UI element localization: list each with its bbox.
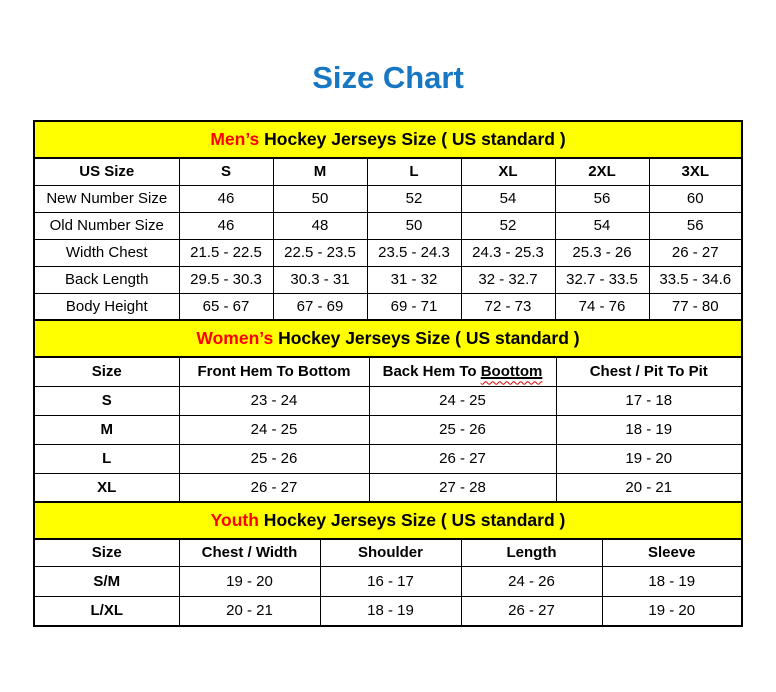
mens-cell: 32 - 32.7 [461, 266, 555, 293]
mens-cell: 24.3 - 25.3 [461, 239, 555, 266]
womens-col-header: Front Hem To Bottom [179, 357, 369, 386]
mens-cell: 65 - 67 [179, 293, 273, 320]
mens-col-header: 2XL [555, 158, 649, 185]
womens-cell: 17 - 18 [556, 386, 742, 415]
mens-cell: 67 - 69 [273, 293, 367, 320]
mens-col-header: L [367, 158, 461, 185]
womens-row-label: L [34, 444, 179, 473]
womens-banner-row [34, 320, 742, 357]
table-row [34, 386, 742, 415]
mens-cell: 56 [555, 185, 649, 212]
womens-row-label: M [34, 415, 179, 444]
youth-size-table [33, 501, 743, 627]
table-row [34, 266, 742, 293]
mens-cell: 33.5 - 34.6 [649, 266, 742, 293]
mens-row-label: Body Height [34, 293, 179, 320]
youth-cell: 20 - 21 [179, 596, 320, 626]
womens-row-label: XL [34, 473, 179, 502]
mens-cell: 30.3 - 31 [273, 266, 367, 293]
mens-banner [34, 121, 742, 158]
mens-cell: 52 [367, 185, 461, 212]
mens-cell: 60 [649, 185, 742, 212]
youth-banner [34, 502, 742, 539]
mens-cell: 52 [461, 212, 555, 239]
womens-cell: 26 - 27 [369, 444, 556, 473]
youth-banner-highlight: Youth [210, 510, 259, 530]
mens-col-header: S [179, 158, 273, 185]
spellcheck-squiggle: Boottom [480, 363, 543, 381]
table-row [34, 239, 742, 266]
mens-col-header: XL [461, 158, 555, 185]
youth-cell: 18 - 19 [320, 596, 461, 626]
womens-row-label: S [34, 386, 179, 415]
mens-cell: 54 [555, 212, 649, 239]
youth-col-header: Length [461, 539, 602, 566]
mens-cell: 54 [461, 185, 555, 212]
table-row [34, 473, 742, 502]
womens-banner [34, 320, 742, 357]
mens-row-label: Old Number Size [34, 212, 179, 239]
table-row [34, 212, 742, 239]
youth-col-header: Chest / Width [179, 539, 320, 566]
youth-row-label: S/M [34, 566, 179, 596]
womens-col-header [369, 357, 556, 386]
youth-cell: 18 - 19 [602, 566, 742, 596]
womens-size-table [33, 319, 743, 503]
mens-row-label: New Number Size [34, 185, 179, 212]
womens-cell: 23 - 24 [179, 386, 369, 415]
table-row [34, 596, 742, 626]
mens-cell: 46 [179, 185, 273, 212]
size-chart [33, 120, 743, 627]
youth-cell: 16 - 17 [320, 566, 461, 596]
table-row [34, 444, 742, 473]
womens-header-row [34, 357, 742, 386]
youth-col-header: Size [34, 539, 179, 566]
mens-size-table [33, 120, 743, 321]
mens-cell: 46 [179, 212, 273, 239]
mens-banner-row [34, 121, 742, 158]
womens-cell: 25 - 26 [369, 415, 556, 444]
mens-cell: 25.3 - 26 [555, 239, 649, 266]
youth-cell: 24 - 26 [461, 566, 602, 596]
womens-cell: 24 - 25 [369, 386, 556, 415]
table-row [34, 185, 742, 212]
mens-cell: 31 - 32 [367, 266, 461, 293]
mens-cell: 56 [649, 212, 742, 239]
womens-cell: 19 - 20 [556, 444, 742, 473]
mens-cell: 29.5 - 30.3 [179, 266, 273, 293]
mens-row-label: Width Chest [34, 239, 179, 266]
youth-col-header: Shoulder [320, 539, 461, 566]
womens-cell: 20 - 21 [556, 473, 742, 502]
mens-cell: 50 [273, 185, 367, 212]
mens-col-header: 3XL [649, 158, 742, 185]
womens-cell: 26 - 27 [179, 473, 369, 502]
mens-cell: 50 [367, 212, 461, 239]
misspelled-word-underline [481, 363, 543, 380]
mens-cell: 22.5 - 23.5 [273, 239, 367, 266]
womens-cell: 27 - 28 [369, 473, 556, 502]
womens-banner-highlight: Women’s [196, 328, 274, 348]
youth-header-row [34, 539, 742, 566]
mens-cell: 48 [273, 212, 367, 239]
youth-cell: 19 - 20 [602, 596, 742, 626]
mens-cell: 72 - 73 [461, 293, 555, 320]
youth-cell: 26 - 27 [461, 596, 602, 626]
mens-cell: 21.5 - 22.5 [179, 239, 273, 266]
womens-cell: 24 - 25 [179, 415, 369, 444]
page-title: Size Chart [312, 60, 464, 95]
table-row [34, 566, 742, 596]
womens-cell: 25 - 26 [179, 444, 369, 473]
youth-col-header: Sleeve [602, 539, 742, 566]
mens-header-row [34, 158, 742, 185]
mens-cell: 77 - 80 [649, 293, 742, 320]
mens-cell: 32.7 - 33.5 [555, 266, 649, 293]
table-row [34, 415, 742, 444]
mens-col-header: M [273, 158, 367, 185]
womens-col-header-prefix: Back Hem To [382, 363, 481, 381]
table-row [34, 293, 742, 320]
womens-banner-rest: Hockey Jerseys Size ( US standard ) [273, 328, 580, 348]
mens-cell: 74 - 76 [555, 293, 649, 320]
womens-col-header: Chest / Pit To Pit [556, 357, 742, 386]
mens-row-label: Back Length [34, 266, 179, 293]
mens-banner-highlight: Men’s [210, 129, 260, 149]
youth-row-label: L/XL [34, 596, 179, 626]
womens-cell: 18 - 19 [556, 415, 742, 444]
mens-cell: 23.5 - 24.3 [367, 239, 461, 266]
mens-col-header: US Size [34, 158, 179, 185]
womens-col-header: Size [34, 357, 179, 386]
mens-cell: 69 - 71 [367, 293, 461, 320]
mens-banner-rest: Hockey Jerseys Size ( US standard ) [259, 129, 566, 149]
youth-banner-row [34, 502, 742, 539]
youth-cell: 19 - 20 [179, 566, 320, 596]
youth-banner-rest: Hockey Jerseys Size ( US standard ) [258, 510, 566, 530]
mens-cell: 26 - 27 [649, 239, 742, 266]
